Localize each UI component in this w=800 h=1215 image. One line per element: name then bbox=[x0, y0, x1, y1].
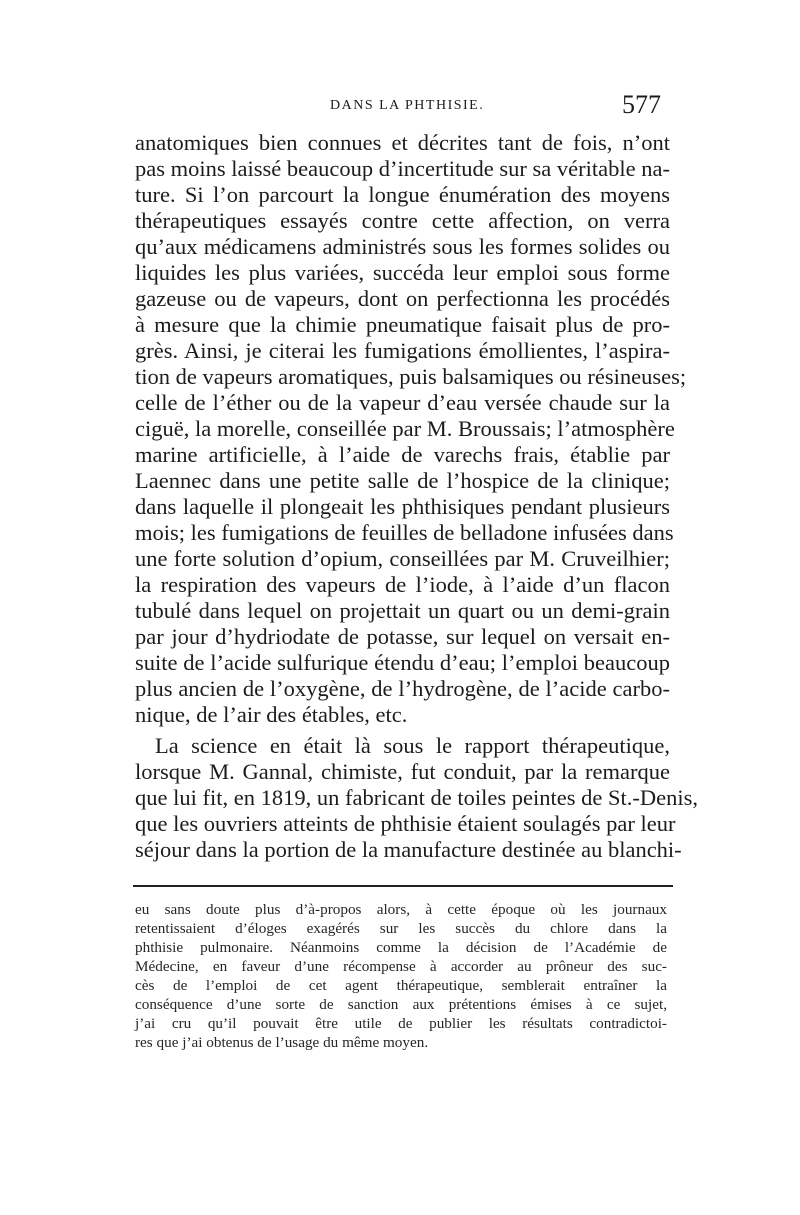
text-line: ture. Si l’on parcourt la longue énumération des moyens bbox=[135, 182, 670, 207]
text-line: thérapeutiques essayés contre cette affection, on verra bbox=[135, 208, 670, 233]
text-line: lorsque M. Gannal, chimiste, fut conduit, par la remarque bbox=[135, 759, 670, 784]
text-line: que les ouvriers atteints de phthisie étaient soulagés par leur bbox=[135, 811, 676, 836]
running-title: DANS LA PHTHISIE. bbox=[330, 98, 485, 113]
text-line: séjour dans la portion de la manufacture destinée au blanchi- bbox=[135, 837, 682, 862]
text-line: nique, de l’air des étables, etc. bbox=[135, 702, 408, 727]
text-line: une forte solution d’opium, conseillées par M. Cruveilhier; bbox=[135, 546, 670, 571]
text-line: suite de l’acide sulfurique étendu d’eau; l’emploi beaucoup bbox=[135, 650, 670, 675]
footnote-divider bbox=[133, 885, 673, 887]
footnote-line: Médecine, en faveur d’une récompense à accorder au prôneur des suc- bbox=[135, 958, 667, 975]
footnote-line: j’ai cru qu’il pouvait être utile de publier les résultats contradictoi- bbox=[135, 1015, 667, 1032]
text-line: grès. Ainsi, je citerai les fumigations émollientes, l’aspira- bbox=[135, 338, 670, 363]
text-line: que lui fit, en 1819, un fabricant de toiles peintes de St.-Denis, bbox=[135, 785, 698, 810]
text-line: qu’aux médicamens administrés sous les formes solides ou bbox=[135, 234, 670, 259]
text-line: dans laquelle il plongeait les phthisiques pendant plusieurs bbox=[135, 494, 670, 519]
text-line: à mesure que la chimie pneumatique faisait plus de pro- bbox=[135, 312, 670, 337]
text-line: plus ancien de l’oxygène, de l’hydrogène, de l’acide carbo- bbox=[135, 676, 670, 701]
text-line: anatomiques bien connues et décrites tant de fois, n’ont bbox=[135, 130, 670, 155]
text-line: pas moins laissé beaucoup d’incertitude sur sa véritable na- bbox=[135, 156, 670, 181]
footnote-line: res que j’ai obtenus de l’usage du même moyen. bbox=[135, 1034, 429, 1051]
text-line: Laennec dans une petite salle de l’hospice de la clinique; bbox=[135, 468, 670, 493]
text-line: La science en était là sous le rapport thérapeutique, bbox=[155, 733, 670, 758]
text-line: liquides les plus variées, succéda leur emploi sous forme bbox=[135, 260, 670, 285]
text-line: celle de l’éther ou de la vapeur d’eau versée chaude sur la bbox=[135, 390, 670, 415]
footnote-line: retentissaient d’éloges exagérés sur les succès du chlore dans la bbox=[135, 920, 667, 937]
text-line: tion de vapeurs aromatiques, puis balsamiques ou résineuses; bbox=[135, 364, 687, 389]
text-line: par jour d’hydriodate de potasse, sur lequel on versait en- bbox=[135, 624, 670, 649]
footnote-line: eu sans doute plus d’à-propos alors, à cette époque où les journaux bbox=[135, 901, 667, 918]
text-line: ciguë, la morelle, conseillée par M. Broussais; l’atmosphère bbox=[135, 416, 675, 441]
text-line: tubulé dans lequel on projettait un quart ou un demi-grain bbox=[135, 598, 670, 623]
page-number: 577 bbox=[622, 90, 661, 119]
footnote-line: phthisie pulmonaire. Néanmoins comme la décision de l’Académie de bbox=[135, 939, 667, 956]
text-line: marine artificielle, à l’aide de varechs frais, établie par bbox=[135, 442, 670, 467]
text-line: mois; les fumigations de feuilles de belladone infusées dans bbox=[135, 520, 674, 545]
footnote-line: conséquence d’une sorte de sanction aux prétentions émises à ce sujet, bbox=[135, 996, 667, 1013]
text-line: gazeuse ou de vapeurs, dont on perfectionna les procédés bbox=[135, 286, 670, 311]
footnote-line: cès de l’emploi de cet agent thérapeutique, semblerait entraîner la bbox=[135, 977, 667, 994]
text-line: la respiration des vapeurs de l’iode, à l’aide d’un flacon bbox=[135, 572, 670, 597]
